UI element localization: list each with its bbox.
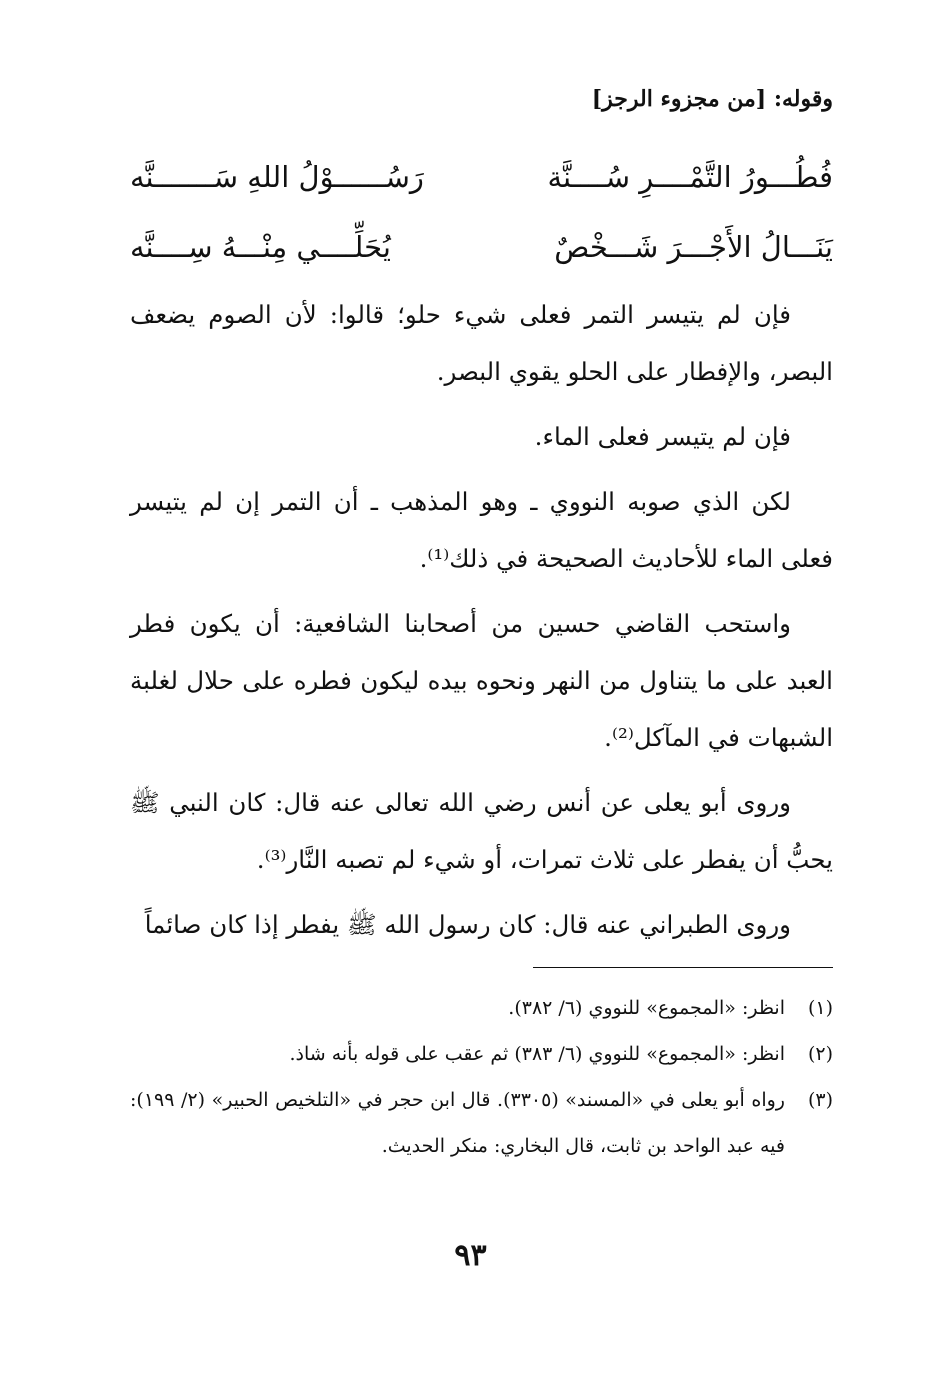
verse-introduction: وقوله: [من مجزوء الرجز] bbox=[591, 86, 833, 112]
footnotes bbox=[130, 985, 833, 1169]
verse-1-first-hemistich: فُطُـــورُ التَّمْــــرِ سُــــنَّة bbox=[547, 160, 833, 194]
footnote-3 bbox=[130, 1077, 833, 1169]
paragraph: وروى الطبراني عنه قال: كان رسول الله ﷺ يفطر إذا كان صائماً bbox=[144, 910, 791, 939]
main-text bbox=[130, 286, 833, 961]
footnote-text: انظر: «المجموع» للنووي (٦/ ٣٨٢). bbox=[508, 997, 785, 1019]
footnote-number: (٢) bbox=[807, 1043, 833, 1065]
verse-2-second-hemistich: يُحَلِّــــي مِنْـــهُ سِــــنَّه bbox=[130, 230, 391, 264]
paragraph: واستحب القاضي حسين من أصحابنا الشافعية: أن يكون فطر العبد على ما يتناول من النهر ونحوه بيده ليكون فطره على حلال لغلبة الشبهات في المآكل⁽²⁾. bbox=[130, 609, 833, 752]
verse-1-second-hemistich: رَسُــــــوْلُ اللهِ سَـــــــنَّه bbox=[130, 160, 424, 194]
footnote-separator bbox=[533, 967, 833, 968]
paragraph: لكن الذي صوبه النووي ـ وهو المذهب ـ أن التمر إن لم يتيسر فعلى الماء للأحاديث الصحيحة في ذلك⁽¹⁾. bbox=[130, 487, 833, 573]
footnote-text: رواه أبو يعلى في «المسند» (٣٣٠٥). قال ابن حجر في «التلخيص الحبير» (٢/ ١٩٩): فيه عبد الواحد بن ثابت، قال البخاري: منكر الحديث. bbox=[130, 1089, 785, 1157]
footnote-number: (٣) bbox=[807, 1089, 833, 1111]
footnote-1 bbox=[130, 985, 833, 1031]
poem-verse-1 bbox=[130, 152, 833, 202]
footnote-number: (١) bbox=[807, 997, 833, 1019]
paragraph: فإن لم يتيسر التمر فعلى شيء حلو؛ قالوا: لأن الصوم يضعف البصر، والإفطار على الحلو يقوي البصر. bbox=[130, 300, 833, 386]
paragraph: فإن لم يتيسر فعلى الماء. bbox=[534, 422, 791, 451]
paragraph: وروى أبو يعلى عن أنس رضي الله تعالى عنه قال: كان النبي ﷺ يحبُّ أن يفطر على ثلاث تمرات، أو شيء لم تصبه النَّار⁽³⁾. bbox=[130, 788, 833, 874]
footnote-2 bbox=[130, 1031, 833, 1077]
poem-verse-2 bbox=[130, 222, 833, 272]
footnote-text: انظر: «المجموع» للنووي (٦/ ٣٨٣) ثم عقب على قوله بأنه شاذ. bbox=[289, 1043, 785, 1065]
page-number: ٩٣ bbox=[454, 1238, 487, 1273]
verse-2-first-hemistich: يَنَـــالُ الأَجْـــرَ شَـــخْصٌ bbox=[554, 230, 833, 264]
